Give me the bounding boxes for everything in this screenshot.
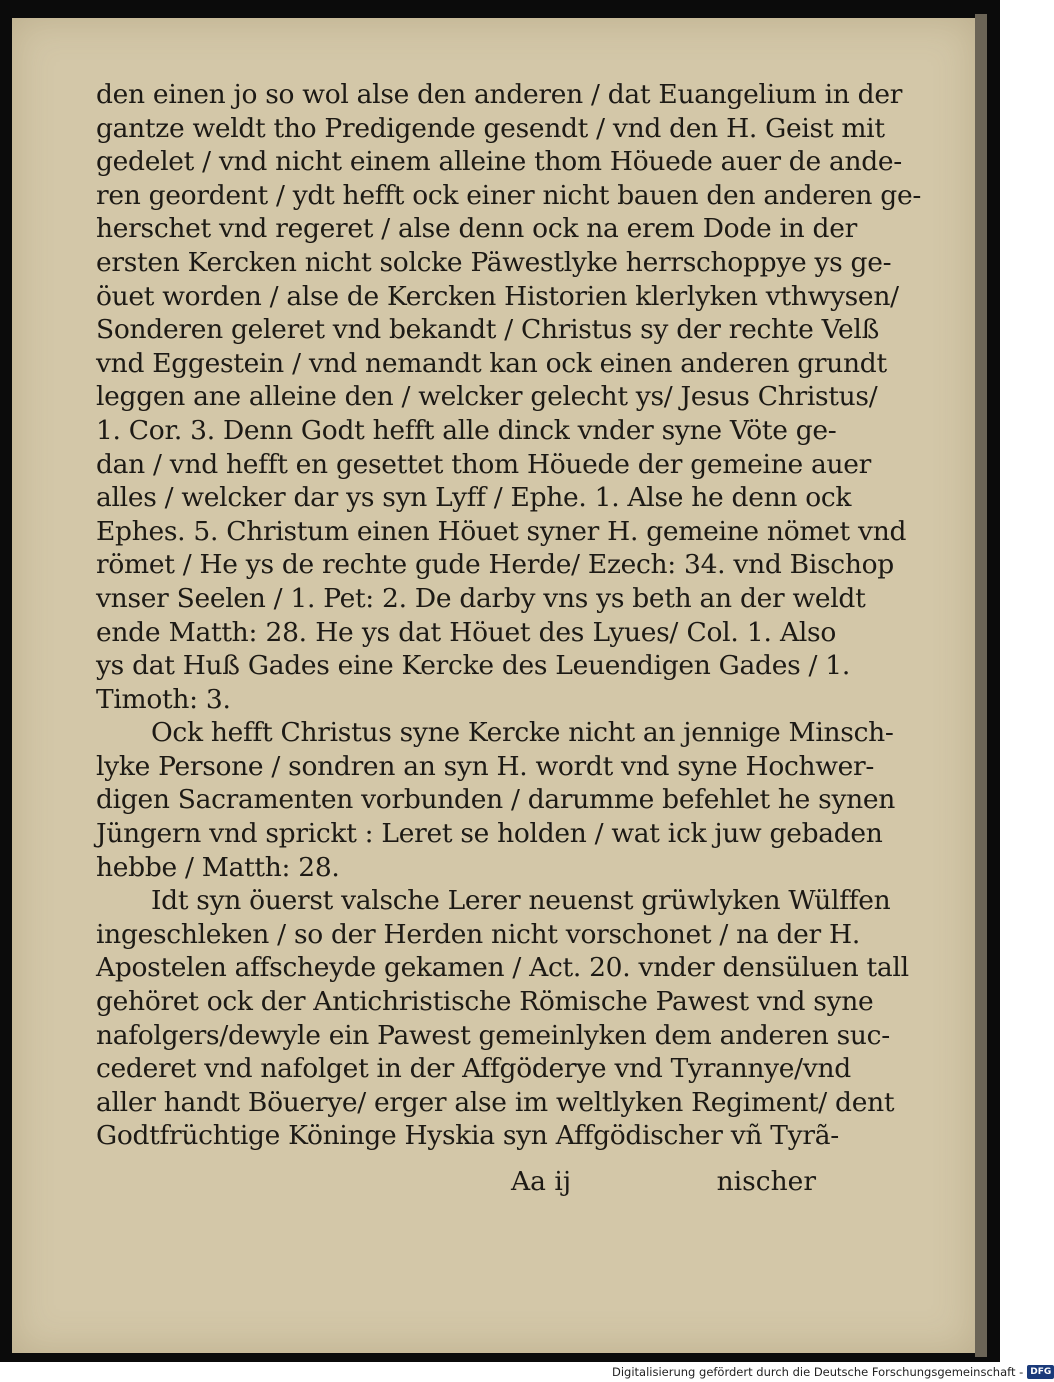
text-line: ingeschleken / so der Herden nicht vorschonet / na der H. xyxy=(96,918,860,950)
text-line: Godtfrüchtige Köninge Hyskia syn Affgödischer vñ Tyrã- xyxy=(96,1120,839,1152)
text-line: ren geordent / ydt hefft ock einer nicht bauen den anderen ge- xyxy=(96,179,921,211)
text-line: lyke Persone / sondren an syn H. wordt vnd syne Hochwer- xyxy=(96,750,875,782)
text-line: römet / He ys de rechte gude Herde/ Ezech: 34. vnd Bischop xyxy=(96,549,894,581)
text-line: vnser Seelen / 1. Pet: 2. De darby vns ys beth an der weldt xyxy=(96,582,866,614)
text-line: alles / welcker dar ys syn Lyff / Ephe. 1. Alse he denn ock xyxy=(96,482,852,514)
text-line: nafolgers/dewyle ein Pawest gemeinlyken dem anderen suc- xyxy=(96,1019,890,1051)
text-line: ersten Kercken nicht solcke Päwestlyke herrschoppye ys ge- xyxy=(96,246,892,278)
text-line: vnd Eggestein / vnd nemandt kan ock einen anderen grundt xyxy=(96,347,887,379)
text-line: dan / vnd hefft en gesettet thom Höuede der gemeine auer xyxy=(96,448,871,480)
text-line: gehöret ock der Antichristische Römische Pawest vnd syne xyxy=(96,986,874,1018)
text-line: Jüngern vnd sprickt : Leret se holden / wat ick juw gebaden xyxy=(96,818,883,850)
text-line: Sonderen geleret vnd bekandt / Christus sy der rechte Velß xyxy=(96,314,880,346)
text-line: Timoth: 3. xyxy=(96,683,231,715)
text-line: gantze weldt tho Predigende gesendt / vnd den H. Geist mit xyxy=(96,112,885,144)
text-line: 1. Cor. 3. Denn Godt hefft alle dinck vnder syne Vöte ge- xyxy=(96,414,837,446)
page-edge xyxy=(975,14,987,1357)
text-line: gedelet / vnd nicht einem alleine thom Höuede auer de ande- xyxy=(96,146,902,178)
catchword: nischer xyxy=(716,1166,816,1197)
signature-mark: Aa ij xyxy=(511,1166,572,1197)
text-line: ende Matth: 28. He ys dat Höuet des Lyues/ Col. 1. Also xyxy=(96,616,836,648)
paragraph-start-line: Ock hefft Christus syne Kercke nicht an jennige Minsch- xyxy=(151,717,894,749)
text-line: ys dat Huß Gades eine Kercke des Leuendigen Gades / 1. xyxy=(96,650,850,682)
page-text xyxy=(96,78,921,1153)
text-line: leggen ane alleine den / welcker gelecht ys/ Jesus Christus/ xyxy=(96,381,878,413)
paragraph-start-line: Idt syn öuerst valsche Lerer neuenst grüwlyken Wülffen xyxy=(151,885,891,917)
page-footer xyxy=(96,1166,836,1200)
text-line: aller handt Böuerye/ erger alse im weltlyken Regiment/ dent xyxy=(96,1086,895,1118)
text-line: herschet vnd regeret / alse denn ock na erem Dode in der xyxy=(96,213,857,245)
text-line: cederet vnd nafolget in der Affgöderye vnd Tyrannye/vnd xyxy=(96,1053,851,1085)
text-line: Apostelen affscheyde gekamen / Act. 20. vnder densüluen tall xyxy=(96,952,909,984)
credit-text: Digitalisierung gefördert durch die Deutsche Forschungsgemeinschaft - xyxy=(612,1365,1024,1379)
text-line: hebbe / Matth: 28. xyxy=(96,851,340,883)
text-line: öuet worden / alse de Kercken Historien klerlyken vthwysen/ xyxy=(96,280,899,312)
text-line: digen Sacramenten vorbunden / darumme befehlet he synen xyxy=(96,784,896,816)
text-line: den einen jo so wol alse den anderen / dat Euangelium in der xyxy=(96,79,903,110)
dfg-logo-icon: DFG xyxy=(1027,1365,1054,1379)
digitization-credit xyxy=(612,1363,1054,1381)
text-line: Ephes. 5. Christum einen Höuet syner H. gemeine nömet vnd xyxy=(96,515,907,547)
